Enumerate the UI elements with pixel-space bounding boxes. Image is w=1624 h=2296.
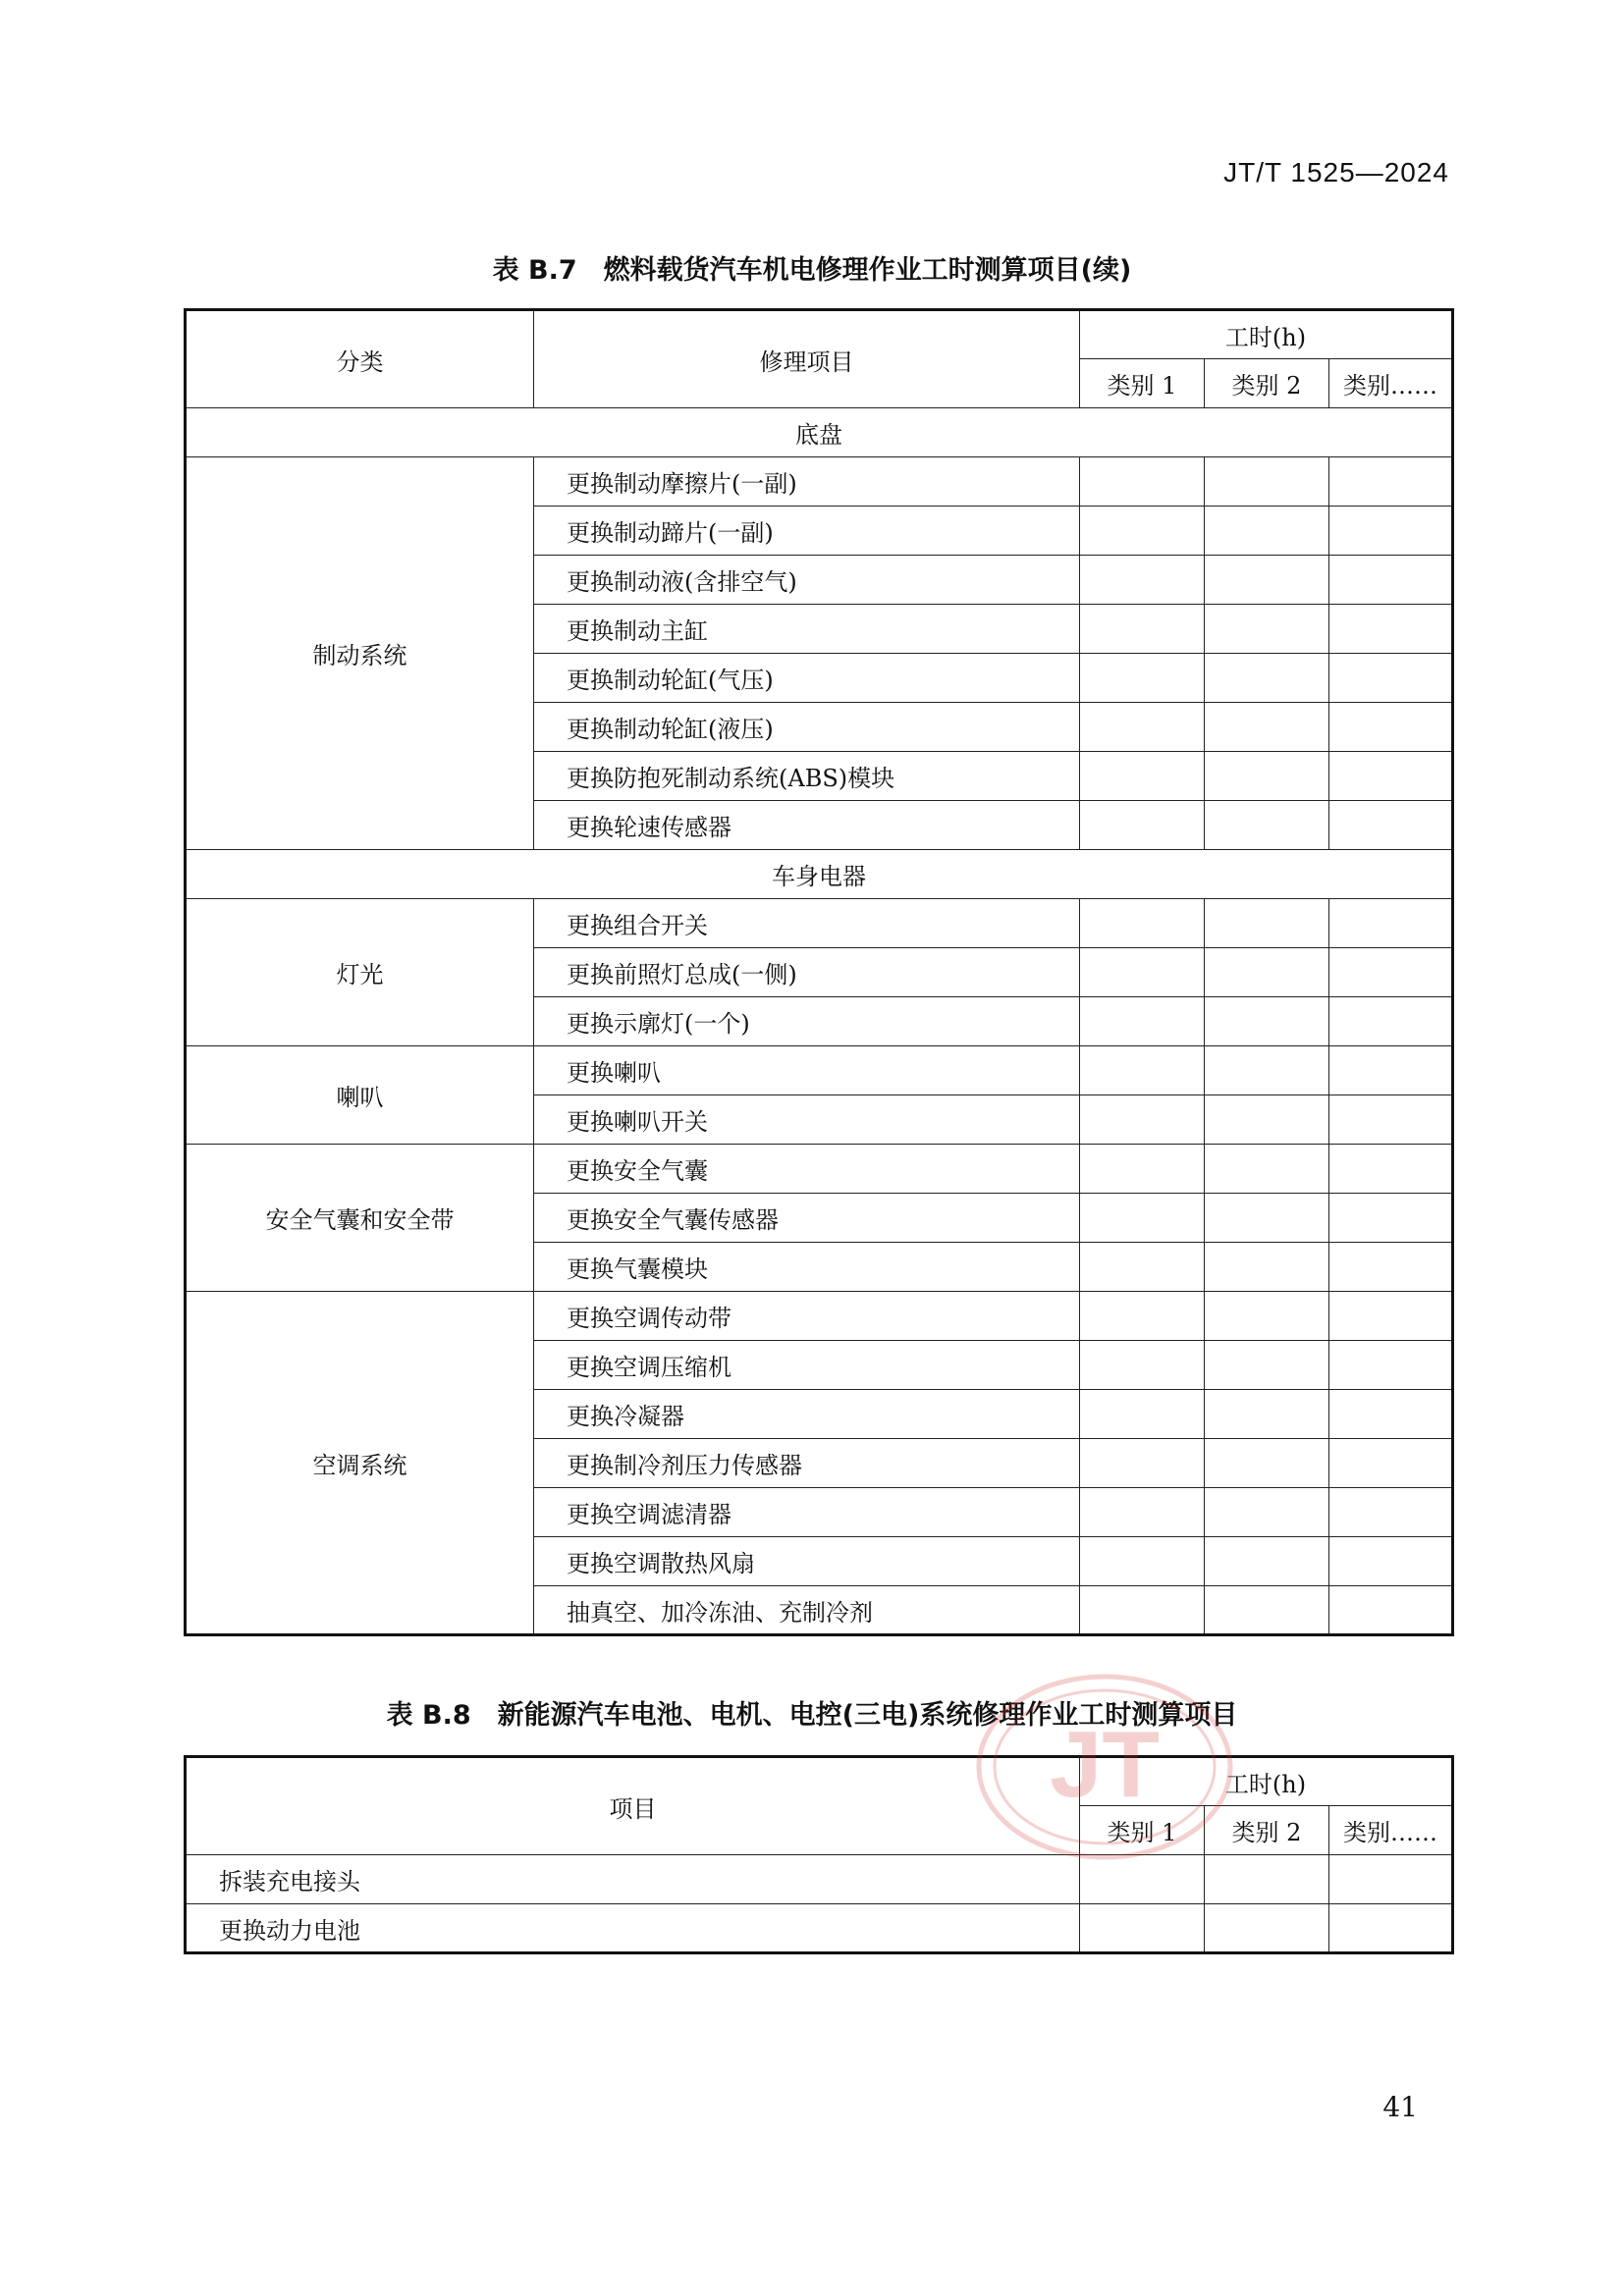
table-b7-caption: 表 B.7 燃料载货汽车机电修理作业工时测算项目(续) bbox=[492, 255, 1132, 286]
category-cell: 灯光 bbox=[186, 899, 534, 1046]
hours-cell bbox=[1080, 1390, 1205, 1439]
table-row bbox=[186, 457, 1453, 507]
hours-cell bbox=[1329, 1488, 1453, 1537]
hours-cell bbox=[1329, 1243, 1453, 1292]
hours-cell bbox=[1205, 1194, 1329, 1243]
hours-cell bbox=[1080, 1243, 1205, 1292]
hours-cell bbox=[1205, 801, 1329, 850]
hours-cell bbox=[1329, 1194, 1453, 1243]
hours-cell bbox=[1329, 1855, 1453, 1904]
hours-cell bbox=[1329, 1537, 1453, 1586]
hours-cell bbox=[1329, 1145, 1453, 1194]
category-cell: 空调系统 bbox=[186, 1292, 534, 1635]
hours-cell bbox=[1080, 1341, 1205, 1390]
repair-item-cell: 更换喇叭 bbox=[534, 1046, 1080, 1095]
hours-cell bbox=[1329, 997, 1453, 1046]
header-class-2: 类别 2 bbox=[1205, 1806, 1329, 1855]
jt-seal-watermark bbox=[972, 1669, 1237, 1865]
page-number: 41 bbox=[1382, 2091, 1418, 2123]
hours-cell bbox=[1080, 605, 1205, 654]
hours-cell bbox=[1080, 1537, 1205, 1586]
hours-cell bbox=[1329, 948, 1453, 997]
header-repair-item: 修理项目 bbox=[534, 310, 1080, 408]
table-b8 bbox=[184, 1755, 1454, 1954]
repair-item-cell: 更换制动轮缸(液压) bbox=[534, 703, 1080, 752]
hours-cell bbox=[1205, 457, 1329, 507]
hours-cell bbox=[1080, 1194, 1205, 1243]
hours-cell bbox=[1205, 556, 1329, 605]
hours-cell bbox=[1205, 1046, 1329, 1095]
header-item: 项目 bbox=[186, 1757, 1080, 1855]
section-row bbox=[186, 408, 1453, 457]
repair-item-cell: 更换前照灯总成(一侧) bbox=[534, 948, 1080, 997]
repair-item-cell: 更换空调滤清器 bbox=[534, 1488, 1080, 1537]
repair-item-cell: 更换组合开关 bbox=[534, 899, 1080, 948]
hours-cell bbox=[1329, 1095, 1453, 1145]
repair-item-cell: 更换制动主缸 bbox=[534, 605, 1080, 654]
header-hours: 工时(h) bbox=[1080, 1757, 1453, 1806]
category-cell: 安全气囊和安全带 bbox=[186, 1145, 534, 1292]
repair-item-cell: 更换空调传动带 bbox=[534, 1292, 1080, 1341]
table-header-row bbox=[186, 310, 1453, 359]
table-row bbox=[186, 1145, 1453, 1194]
hours-cell bbox=[1205, 1537, 1329, 1586]
repair-item-cell: 更换制动摩擦片(一副) bbox=[534, 457, 1080, 507]
item-cell: 更换动力电池 bbox=[186, 1904, 1080, 1953]
repair-item-cell: 更换空调压缩机 bbox=[534, 1341, 1080, 1390]
repair-item-cell: 抽真空、加冷冻油、充制冷剂 bbox=[534, 1586, 1080, 1635]
repair-item-cell: 更换制动蹄片(一副) bbox=[534, 507, 1080, 556]
table-row bbox=[186, 1904, 1453, 1953]
repair-item-cell: 更换气囊模块 bbox=[534, 1243, 1080, 1292]
category-cell: 喇叭 bbox=[186, 1046, 534, 1145]
hours-cell bbox=[1080, 703, 1205, 752]
hours-cell bbox=[1080, 997, 1205, 1046]
item-cell: 拆装充电接头 bbox=[186, 1855, 1080, 1904]
stamp-text: JT bbox=[1049, 1712, 1161, 1817]
header-hours: 工时(h) bbox=[1080, 310, 1453, 359]
hours-cell bbox=[1080, 1095, 1205, 1145]
hours-cell bbox=[1205, 1095, 1329, 1145]
section-row bbox=[186, 850, 1453, 899]
hours-cell bbox=[1205, 703, 1329, 752]
hours-cell bbox=[1329, 899, 1453, 948]
hours-cell bbox=[1080, 654, 1205, 703]
repair-item-cell: 更换安全气囊传感器 bbox=[534, 1194, 1080, 1243]
hours-cell bbox=[1205, 1292, 1329, 1341]
hours-cell bbox=[1329, 507, 1453, 556]
hours-cell bbox=[1205, 899, 1329, 948]
hours-cell bbox=[1329, 801, 1453, 850]
hours-cell bbox=[1205, 1488, 1329, 1537]
repair-item-cell: 更换安全气囊 bbox=[534, 1145, 1080, 1194]
hours-cell bbox=[1080, 1145, 1205, 1194]
table-row bbox=[186, 1046, 1453, 1095]
hours-cell bbox=[1080, 507, 1205, 556]
hours-cell bbox=[1205, 1390, 1329, 1439]
table-b7-body bbox=[186, 408, 1453, 1635]
repair-item-cell: 更换制动液(含排空气) bbox=[534, 556, 1080, 605]
hours-cell bbox=[1329, 457, 1453, 507]
category-cell: 制动系统 bbox=[186, 457, 534, 850]
hours-cell bbox=[1080, 1046, 1205, 1095]
table-row bbox=[186, 899, 1453, 948]
hours-cell bbox=[1080, 801, 1205, 850]
hours-cell bbox=[1080, 899, 1205, 948]
repair-item-cell: 更换轮速传感器 bbox=[534, 801, 1080, 850]
hours-cell bbox=[1205, 1341, 1329, 1390]
hours-cell bbox=[1080, 752, 1205, 801]
table-header-row bbox=[186, 1757, 1453, 1806]
hours-cell bbox=[1329, 703, 1453, 752]
hours-cell bbox=[1329, 1439, 1453, 1488]
hours-cell bbox=[1205, 1586, 1329, 1635]
hours-cell bbox=[1329, 605, 1453, 654]
hours-cell bbox=[1080, 556, 1205, 605]
repair-item-cell: 更换喇叭开关 bbox=[534, 1095, 1080, 1145]
hours-cell bbox=[1205, 752, 1329, 801]
repair-item-cell: 更换制冷剂压力传感器 bbox=[534, 1439, 1080, 1488]
repair-item-cell: 更换防抱死制动系统(ABS)模块 bbox=[534, 752, 1080, 801]
header-class-1: 类别 1 bbox=[1080, 1806, 1205, 1855]
hours-cell bbox=[1080, 457, 1205, 507]
hours-cell bbox=[1205, 654, 1329, 703]
hours-cell bbox=[1205, 1243, 1329, 1292]
hours-cell bbox=[1329, 752, 1453, 801]
table-b8-body bbox=[186, 1855, 1453, 1953]
repair-item-cell: 更换示廓灯(一个) bbox=[534, 997, 1080, 1046]
repair-item-cell: 更换冷凝器 bbox=[534, 1390, 1080, 1439]
repair-item-cell: 更换制动轮缸(气压) bbox=[534, 654, 1080, 703]
hours-cell bbox=[1205, 997, 1329, 1046]
hours-cell bbox=[1329, 1046, 1453, 1095]
hours-cell bbox=[1080, 1439, 1205, 1488]
hours-cell bbox=[1080, 1586, 1205, 1635]
hours-cell bbox=[1329, 1904, 1453, 1953]
header-category: 分类 bbox=[186, 310, 534, 408]
hours-cell bbox=[1080, 1292, 1205, 1341]
hours-cell bbox=[1329, 1390, 1453, 1439]
table-b7 bbox=[184, 308, 1454, 1636]
hours-cell bbox=[1329, 1292, 1453, 1341]
section-title: 底盘 bbox=[186, 408, 1453, 457]
header-class-more: 类别…… bbox=[1329, 359, 1453, 408]
document-code: JT/T 1525—2024 bbox=[1223, 157, 1449, 187]
hours-cell bbox=[1080, 1488, 1205, 1537]
hours-cell bbox=[1205, 1904, 1329, 1953]
hours-cell bbox=[1205, 1439, 1329, 1488]
hours-cell bbox=[1205, 605, 1329, 654]
hours-cell bbox=[1205, 948, 1329, 997]
header-class-1: 类别 1 bbox=[1080, 359, 1205, 408]
repair-item-cell: 更换空调散热风扇 bbox=[534, 1537, 1080, 1586]
hours-cell bbox=[1080, 948, 1205, 997]
table-b8-caption: 表 B.8 新能源汽车电池、电机、电控(三电)系统修理作业工时测算项目 bbox=[386, 1700, 1238, 1731]
hours-cell bbox=[1329, 1341, 1453, 1390]
table-row bbox=[186, 1292, 1453, 1341]
hours-cell bbox=[1329, 654, 1453, 703]
header-class-more: 类别…… bbox=[1329, 1806, 1453, 1855]
hours-cell bbox=[1080, 1904, 1205, 1953]
hours-cell bbox=[1205, 507, 1329, 556]
hours-cell bbox=[1329, 1586, 1453, 1635]
table-row bbox=[186, 1855, 1453, 1904]
section-title: 车身电器 bbox=[186, 850, 1453, 899]
hours-cell bbox=[1205, 1145, 1329, 1194]
hours-cell bbox=[1329, 556, 1453, 605]
header-class-2: 类别 2 bbox=[1205, 359, 1329, 408]
